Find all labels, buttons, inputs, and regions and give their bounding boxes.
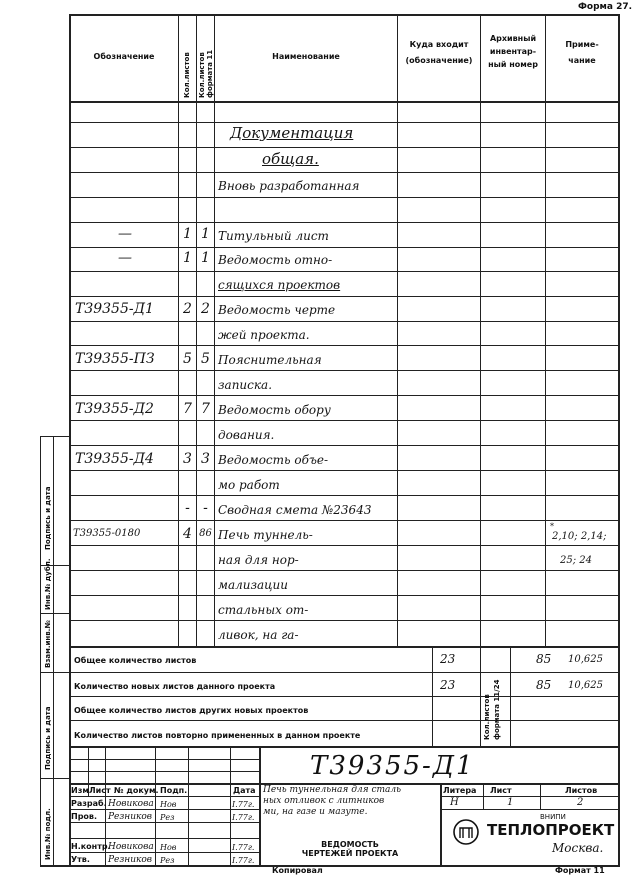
col-list: Лист	[89, 786, 111, 795]
reused-label: Количество листов повторно примененных в данном проекте	[74, 731, 361, 740]
org-small: ВНИПИ	[540, 813, 566, 821]
product-description: Печь туннельная для сталь	[263, 785, 402, 795]
row-name: ная для нор-	[218, 553, 299, 567]
row-name: жей проекта.	[218, 328, 310, 342]
row-name: Ведомость черте	[218, 303, 336, 317]
row-note: 2,10; 2,14;	[552, 531, 607, 542]
city: Москва.	[552, 841, 604, 855]
row-sheet-format: 3	[201, 451, 210, 467]
row-sheet-format: -	[203, 500, 208, 516]
row-designation: Т39355-Д4	[75, 451, 154, 467]
row-note: 25; 24	[560, 555, 592, 566]
row-designation: Т39355-Д1	[75, 301, 154, 317]
row-sheet-count: 7	[183, 401, 192, 417]
row-name: мо работ	[218, 478, 280, 492]
row-name: Сводная смета №23643	[218, 503, 372, 517]
side-label-repl-inv: Взам.инв.№	[44, 620, 52, 668]
row-name: Пояснительная	[218, 353, 322, 367]
product-description-2: ных отливок с литников	[263, 796, 385, 806]
document-code: Т39355-Д1	[310, 751, 475, 781]
row-name: записка.	[218, 378, 273, 392]
kol-label: Кол.листов	[483, 694, 491, 740]
row-sheet-format: 1	[201, 250, 210, 266]
header-bottom-line	[69, 101, 619, 103]
row-name: Ведомость обору	[218, 403, 331, 417]
signature-developer: Нов	[160, 800, 177, 809]
header-note-2: чание	[568, 56, 596, 65]
date-approver: I.77г.	[232, 856, 255, 865]
organization-name: ТЕПЛОПРОЕКТ	[487, 821, 615, 839]
row-sheet-format: 2	[201, 301, 210, 317]
signature-approver: Рез	[160, 856, 175, 865]
row-designation: Т39355-0180	[73, 528, 141, 539]
signature-norm-control: Нов	[160, 843, 177, 852]
row-name: Ведомость объе-	[218, 453, 329, 467]
format-total-value-2: 10,625	[568, 654, 603, 665]
title-block-top	[69, 746, 619, 748]
row-sheet-count: 2	[183, 301, 192, 317]
total-value: 23	[440, 652, 456, 666]
litera-value: Н	[450, 797, 459, 808]
row-designation: Т39355-ПЗ	[75, 351, 155, 367]
row-sheet-count: 1	[183, 226, 192, 242]
header-name: Наименование	[272, 52, 340, 61]
product-description-3: ми, на газе и мазуте.	[263, 807, 368, 817]
totals-top-line	[69, 646, 619, 648]
total-label: Общее количество листов	[74, 656, 197, 665]
lists-label: Листов	[565, 786, 598, 795]
col-izm: Изм	[71, 786, 89, 795]
row-name: сящихся проектов	[218, 278, 341, 292]
row-name: Титульный лист	[218, 229, 329, 243]
row-name: Документация	[230, 124, 354, 142]
format-new-value: 85	[536, 678, 552, 692]
frame-right	[618, 14, 620, 866]
kol-label-format: формата 11/24	[493, 679, 501, 740]
row-name: Печь туннель-	[218, 528, 313, 542]
row-name: мализации	[218, 578, 289, 592]
format-new-value-2: 10,625	[568, 680, 603, 691]
header-archive-2: инвентар-	[489, 47, 537, 56]
name-checker: Резников	[108, 812, 153, 822]
lists-value: 2	[577, 797, 584, 808]
row-sheet-format: 1	[201, 226, 210, 242]
col-sign: Подп.	[160, 786, 188, 795]
row-sheet-count: -	[185, 500, 190, 516]
row-name: Вновь разработанная	[218, 179, 360, 193]
side-strip-left	[40, 436, 41, 866]
form-label: Форма 27.	[578, 2, 632, 12]
col-date: Дата	[233, 786, 256, 795]
name-developer: Новикова	[108, 799, 154, 809]
header-note: Приме-	[565, 40, 599, 49]
list-value: 1	[507, 797, 514, 808]
header-sheet-count-format: Кол.листов формата 11	[198, 49, 214, 98]
date-norm-control: I.77г.	[232, 843, 255, 852]
frame-left	[69, 14, 71, 866]
document-title-2: ЧЕРТЕЖЕЙ ПРОЕКТА	[301, 849, 399, 858]
row-sheet-count: 1	[183, 250, 192, 266]
organization-logo-icon	[452, 818, 480, 846]
list-label: Лист	[490, 786, 512, 795]
format-label: Формат 11	[555, 866, 605, 875]
row-designation: —	[118, 226, 132, 242]
row-name: Ведомость отно-	[218, 253, 333, 267]
side-label-sign-date-2: Подпись и дата	[44, 706, 52, 770]
role-developer: Разраб.	[71, 799, 107, 808]
row-designation: —	[118, 250, 132, 266]
header-designation: Обозначение	[93, 52, 155, 61]
row-name: стальных от-	[218, 603, 309, 617]
row-sheet-count: 4	[183, 526, 192, 542]
format-total-value: 85	[536, 652, 552, 666]
header-where-used-2: (обозначение)	[405, 56, 473, 65]
frame-top	[69, 14, 619, 16]
side-label-dup-inv: Инв.№ дубл.	[44, 558, 52, 610]
litera-label: Литера	[443, 786, 477, 795]
role-approver: Утв.	[71, 855, 90, 864]
row-name: дования.	[218, 428, 275, 442]
row-sheet-format: 5	[201, 351, 210, 367]
row-note-mark: *	[550, 522, 554, 531]
row-sheet-format: 7	[201, 401, 210, 417]
copied-label: Копировал	[272, 866, 323, 875]
header-sheet-count: Кол.листов	[183, 52, 191, 98]
frame-bottom	[40, 865, 620, 867]
row-name: общая.	[262, 150, 319, 168]
row-sheet-count: 5	[183, 351, 192, 367]
side-strip-mid	[53, 436, 54, 866]
header-archive-3: ный номер	[488, 60, 538, 69]
date-checker: I.77г.	[232, 813, 255, 822]
name-approver: Резников	[108, 855, 153, 865]
document-title: ВЕДОМОСТЬ	[321, 840, 379, 849]
role-checker: Пров.	[71, 812, 98, 821]
header-archive: Архивный	[489, 34, 537, 43]
row-sheet-format: 86	[199, 528, 212, 539]
row-designation: Т39355-Д2	[75, 401, 154, 417]
row-name: ливок, на га-	[218, 628, 299, 642]
new-value: 23	[440, 678, 456, 692]
side-label-orig-inv: Инв.№ подл.	[44, 808, 52, 860]
row-sheet-count: 3	[183, 451, 192, 467]
other-label: Общее количество листов других новых проектов	[74, 706, 309, 715]
name-norm-control: Новикова	[108, 842, 154, 852]
role-norm-control: Н.контр.	[71, 842, 111, 851]
date-developer: I.77г.	[232, 800, 255, 809]
new-label: Количество новых листов данного проекта	[74, 682, 276, 691]
signature-checker: Рез	[160, 813, 175, 822]
col-doc: № докум.	[114, 786, 159, 795]
header-where-used: Куда входит	[409, 40, 469, 49]
side-label-sign-date: Подпись и дата	[44, 486, 52, 550]
